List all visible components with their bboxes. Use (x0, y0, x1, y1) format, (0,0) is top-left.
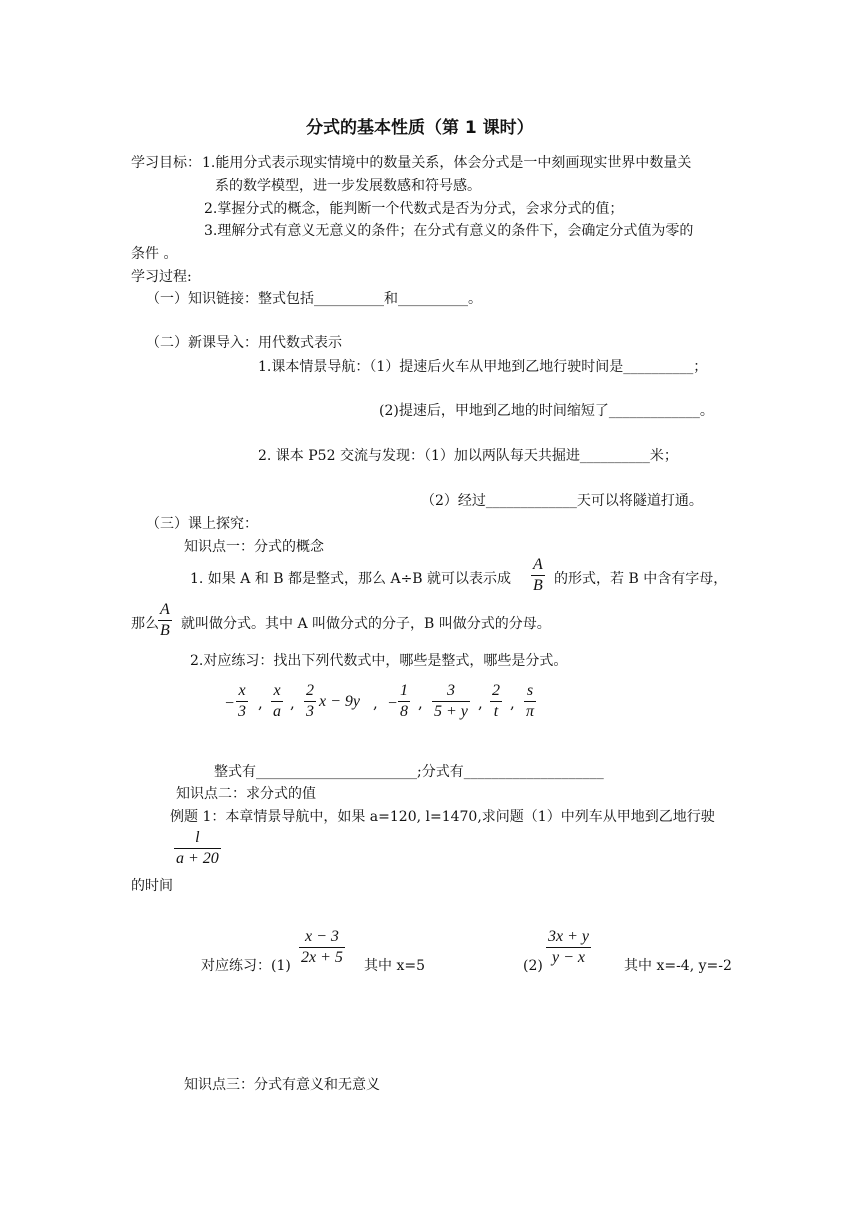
process-label: 学习过程: (131, 269, 192, 285)
comma: , (418, 694, 423, 712)
numerator: x (236, 682, 248, 702)
section-2-line-4: （2）经过_____________天可以将隧道打通。 (421, 493, 703, 509)
fraction-a-over-b-2 (158, 601, 172, 640)
section-2-line-2: (2)提速后，甲地到乙地的时间缩短了_____________。 (379, 403, 714, 419)
numerator: 2 (490, 682, 502, 702)
goal-3-line-a: 3.理解分式有意义无意义的条件；在分式有意义的条件下，会确定分式值为零的 (204, 223, 694, 239)
expression-2 (271, 682, 283, 721)
numerator: A (158, 601, 172, 621)
goal-2: 2.掌握分式的概念，能判断一个代数式是否为分式，会求分式的值； (204, 201, 624, 217)
definition-line-b: 的形式，若 B 中含有字母， (554, 571, 728, 587)
expression-1 (236, 682, 248, 721)
page-title: 分式的基本性质（第 1 课时） (306, 118, 534, 138)
goal-1-line-a: 1.能用分式表示现实情境中的数量关系，体会分式是一中刻画现实世界中数量关 (202, 155, 692, 171)
comma: , (258, 694, 263, 712)
denominator: 8 (400, 703, 408, 720)
numerator: 3 (432, 682, 470, 702)
denominator: 2x + 5 (301, 949, 343, 966)
section-2-heading: （二）新课导入：用代数式表示 (146, 335, 342, 351)
example-1-tail: 的时间 (131, 878, 173, 894)
section-1: （一）知识链接：整式包括__________和__________。 (146, 291, 482, 307)
example-1-fraction (174, 829, 221, 868)
numerator: 2 (304, 682, 316, 702)
numerator: l (174, 829, 221, 849)
practice-1-fraction (299, 928, 345, 967)
definition-line-a: 1. 如果 A 和 B 都是整式，那么 A÷B 就可以表示成 (190, 571, 512, 587)
denominator: t (493, 703, 499, 720)
denominator: B (533, 577, 543, 594)
comma: , (373, 694, 378, 712)
section-2-line-1: 1.课本情景导航：（1）提速后火车从甲地到乙地行驶时间是__________； (258, 359, 708, 375)
denominator: a + 20 (176, 850, 219, 867)
practice-1-condition: 其中 x=5 (364, 958, 425, 974)
practice-label-2: (2) (523, 958, 543, 974)
numerator: s (524, 682, 536, 702)
expression-3-tail: x − 9y (319, 693, 360, 710)
expression-3 (304, 682, 316, 721)
denominator: y − x (552, 949, 585, 966)
goal-3-line-b: 条件 。 (131, 246, 178, 262)
definition-line-d: 就叫做分式。其中 A 叫做分式的分子，B 叫做分式的分母。 (181, 616, 551, 632)
denominator: 5 + y (434, 703, 468, 720)
comma: , (510, 694, 515, 712)
denominator: a (273, 703, 281, 720)
fraction-a-over-b (531, 556, 545, 595)
knowledge-point-1: 知识点一：分式的概念 (184, 539, 324, 555)
definition-line-c: 那么 (131, 616, 159, 632)
practice-2-condition: 其中 x=-4, y=-2 (624, 958, 732, 974)
answer-blanks: 整式有_______________________;分式有____________________ (214, 764, 604, 780)
expression-5 (432, 682, 470, 721)
denominator: π (526, 703, 535, 720)
example-1: 例题 1：本章情景导航中，如果 a=120, l=1470,求问题（1）中列车从甲地到乙地行驶 (170, 809, 715, 825)
numerator: A (531, 556, 545, 576)
minus-sign: − (388, 695, 398, 712)
denominator: 3 (238, 703, 246, 720)
numerator: x (271, 682, 283, 702)
denominator: 3 (306, 703, 314, 720)
expression-7 (524, 682, 536, 721)
practice-2-fraction (546, 928, 591, 967)
comma: , (290, 694, 295, 712)
numerator: 3x + y (546, 928, 591, 948)
practice-prompt: 2.对应练习：找出下列代数式中，哪些是整式，哪些是分式。 (190, 653, 568, 669)
knowledge-point-2: 知识点二：求分式的值 (176, 786, 316, 802)
expression-6 (490, 682, 502, 721)
goals-label: 学习目标： (131, 155, 201, 171)
section-2-line-3: 2. 课本 P52 交流与发现：（1）加以两队每天共掘进__________米； (258, 448, 678, 464)
section-3-heading: （三）课上探究： (146, 516, 258, 532)
expression-4 (398, 682, 410, 721)
comma: , (478, 694, 483, 712)
numerator: x − 3 (299, 928, 345, 948)
goal-1-line-b: 系的数学模型，进一步发展数感和符号感。 (215, 178, 481, 194)
denominator: B (160, 622, 170, 639)
practice-label-1: 对应练习：(1) (201, 958, 291, 974)
minus-sign: − (225, 695, 235, 712)
numerator: 1 (398, 682, 410, 702)
knowledge-point-3: 知识点三：分式有意义和无意义 (184, 1077, 380, 1093)
